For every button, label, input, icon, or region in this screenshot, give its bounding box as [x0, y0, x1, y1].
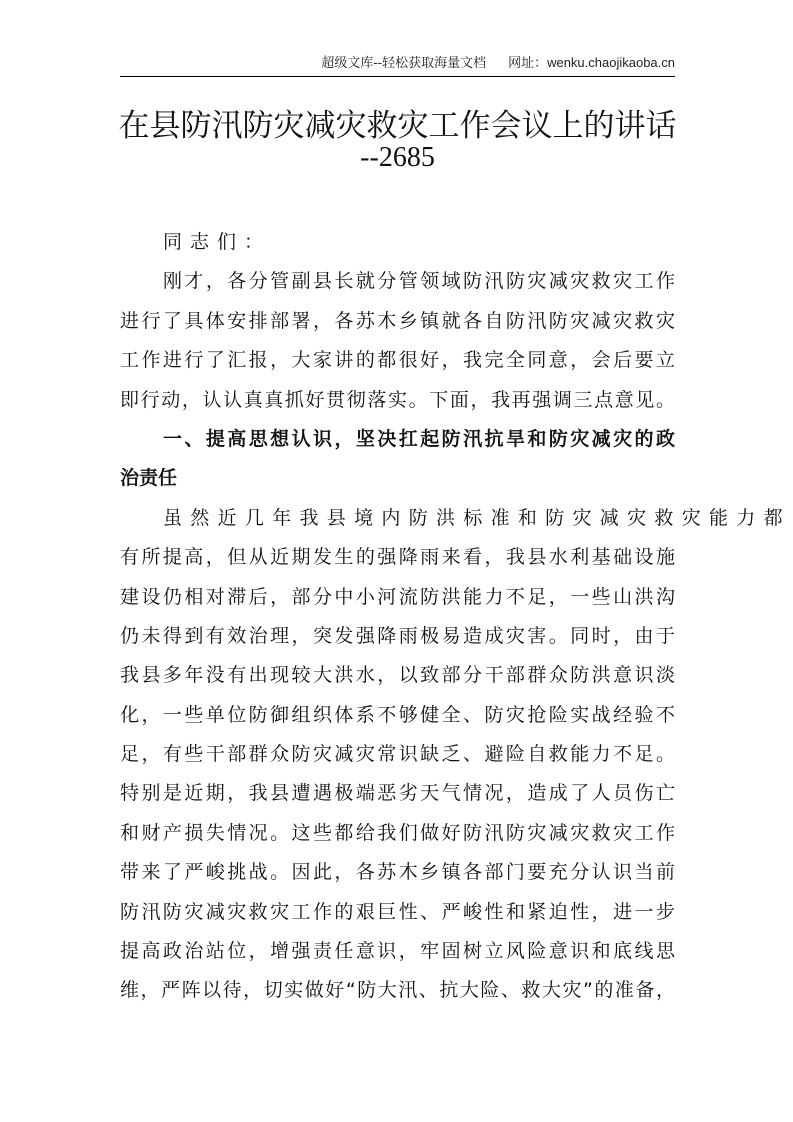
document-body [120, 223, 791, 1011]
text-line: 我县多年没有出现较大洪水，以致部分干部群众防洪意识淡 [120, 664, 675, 687]
text-line: 维，严阵以待，切实做好“防大汛、抗大险、救大灾”的准备， [120, 979, 675, 1002]
text-line: 建设仍相对滞后，部分中小河流防洪能力不足，一些山洪沟 [120, 585, 675, 608]
text-line: 化，一些单位防御组织体系不够健全、防灾抢险实战经验不 [120, 703, 675, 726]
text-line: 虽然近几年我县境内防洪标准和防灾减灾救灾能力都 [163, 506, 791, 529]
section-heading: 一、提高思想认识，坚决扛起防汛抗旱和防灾减灾的政 [163, 427, 675, 450]
text-line: 带来了严峻挑战。因此，各苏木乡镇各部门要充分认识当前 [120, 861, 675, 884]
salutation: 同志们： [163, 231, 272, 253]
text-line: 提高政治站位，增强责任意识，牢固树立风险意识和底线思 [120, 940, 675, 963]
text-line: 和财产损失情况。这些都给我们做好防汛防灾减灾救灾工作 [120, 821, 675, 844]
text-line: 仍未得到有效治理，突发强降雨极易造成灾害。同时，由于 [120, 624, 675, 647]
page-header [120, 52, 675, 71]
site-url[interactable]: 网址：wenku.chaojikaoba.cn [508, 55, 675, 70]
text-line: 足，有些干部群众防灾减灾常识缺乏、避险自救能力不足。 [120, 743, 675, 766]
site-slogan: 超级文库--轻松获取海量文档 [321, 55, 487, 70]
text-line: 有所提高，但从近期发生的强降雨来看，我县水利基础设施 [120, 546, 675, 569]
text-line: 防汛防灾减灾救灾工作的艰巨性、严峻性和紧迫性，进一步 [120, 900, 675, 923]
text-line: 即行动，认认真真抓好贯彻落实。下面，我再强调三点意见。 [120, 388, 675, 411]
document-title: 在县防汛防灾减灾救灾工作会议上的讲话 [118, 108, 677, 144]
document-subtitle: --2685 [360, 142, 435, 173]
section-heading-cont: 治责任 [120, 467, 178, 490]
header-divider [120, 76, 675, 77]
text-line: 特别是近期，我县遭遇极端恶劣天气情况，造成了人员伤亡 [120, 782, 675, 805]
text-line: 工作进行了汇报，大家讲的都很好，我完全同意，会后要立 [120, 349, 675, 372]
text-line: 刚才，各分管副县长就分管领域防汛防灾减灾救灾工作 [163, 270, 675, 293]
text-line: 进行了具体安排部署，各苏木乡镇就各自防汛防灾减灾救灾 [120, 309, 675, 332]
